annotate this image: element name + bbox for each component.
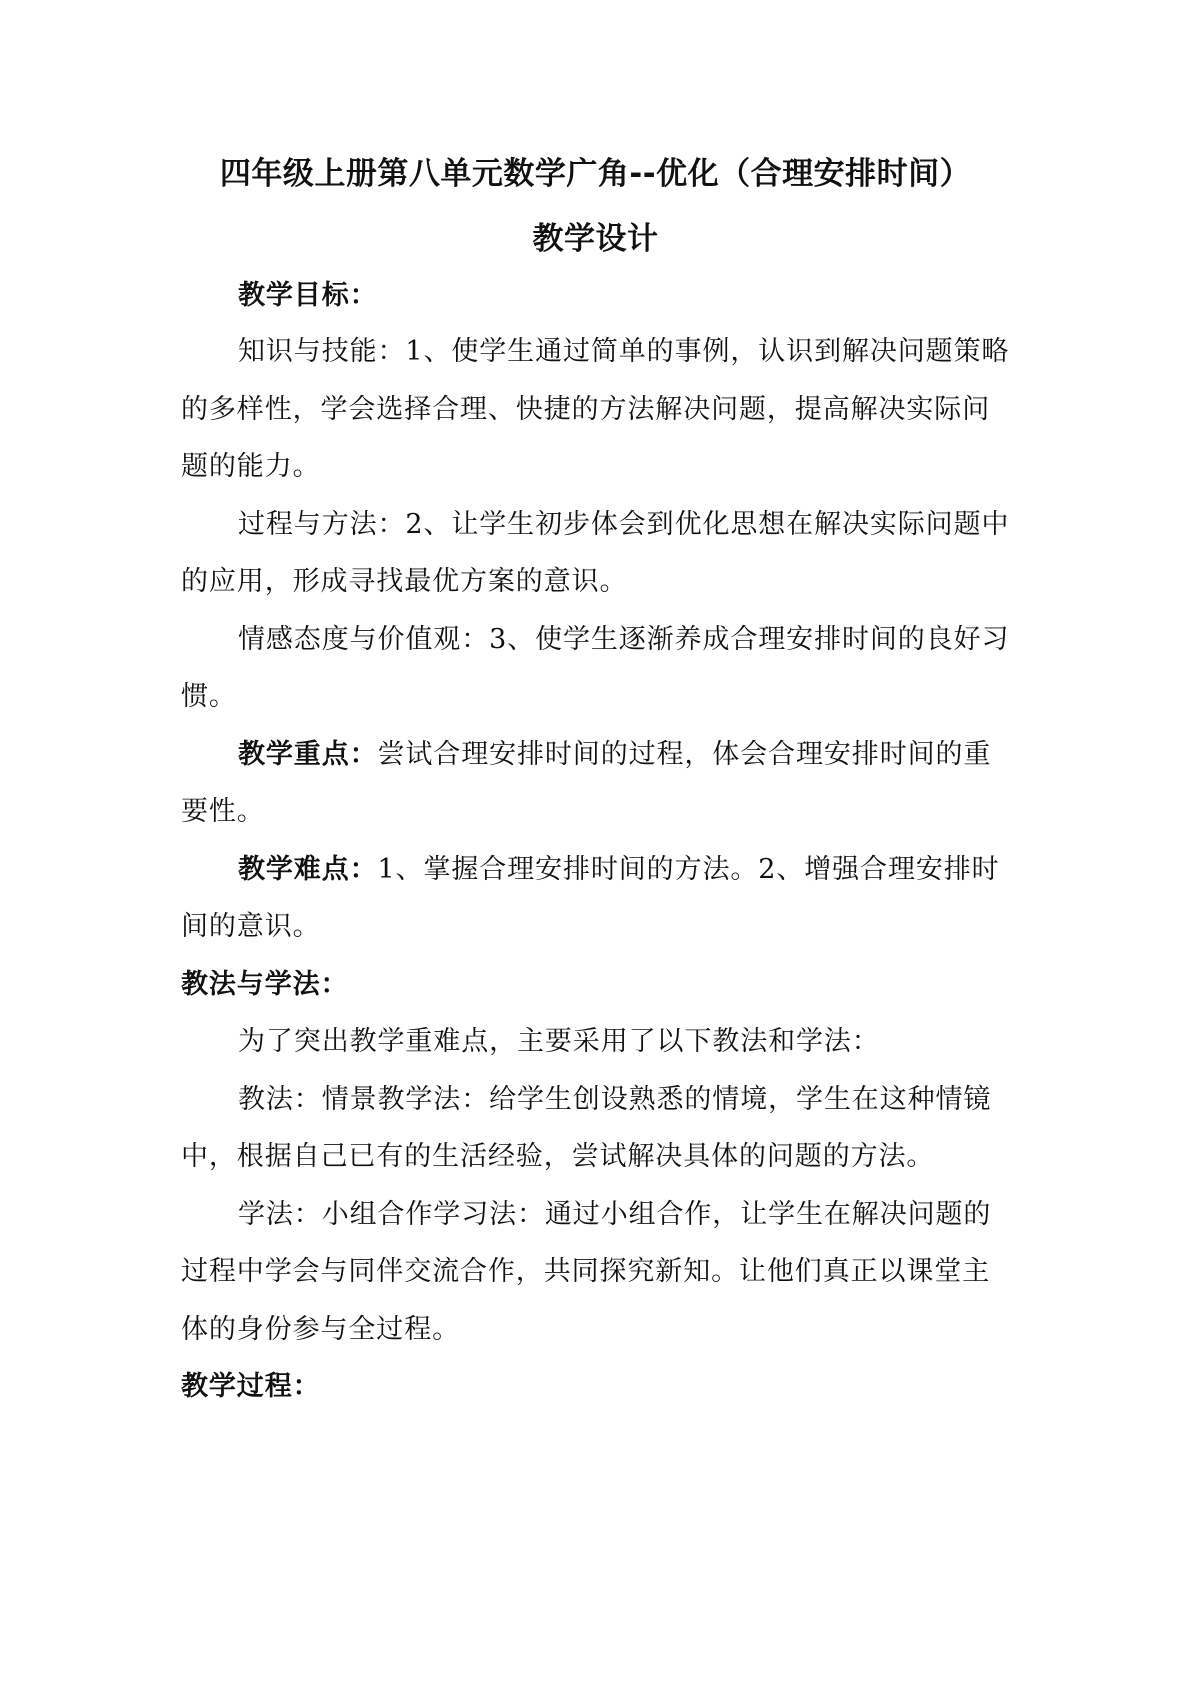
emotion-line-1: 情感态度与价值观：3、使学生逐渐养成合理安排时间的良好习 — [238, 624, 1010, 655]
difficulty-line-1 — [238, 851, 1000, 889]
learning-method-line-1: 学法：小组合作学习法：通过小组合作，让学生在解决问题的 — [238, 1199, 992, 1230]
knowledge-line-3: 题的能力。 — [181, 451, 321, 482]
emotion-line-2: 惯。 — [181, 681, 237, 712]
learning-method-line-3: 体的身份参与全过程。 — [181, 1314, 460, 1345]
knowledge-line-1: 知识与技能：1、使学生通过简单的事例，认识到解决问题策略 — [238, 336, 1010, 367]
key-point-text: 尝试合理安排时间的过程，体会合理安排时间的重 — [377, 739, 992, 770]
teaching-method-line-2: 中，根据自己已有的生活经验，尝试解决具体的问题的方法。 — [181, 1141, 935, 1172]
difficulty-text: 1、掌握合理安排时间的方法。2、增强合理安排时 — [377, 854, 1000, 885]
document-title-line-1: 四年级上册第八单元数学广角--优化（合理安排时间） — [219, 156, 972, 192]
document-title-line-2: 教学设计 — [532, 221, 659, 257]
process-line-1: 过程与方法：2、让学生初步体会到优化思想在解决实际问题中 — [238, 509, 1010, 540]
objectives-heading: 教学目标： — [238, 280, 378, 311]
key-point-line-2: 要性。 — [181, 796, 265, 827]
teaching-method-line-1: 教法：情景教学法：给学生创设熟悉的情境，学生在这种情镜 — [238, 1084, 992, 1115]
difficulty-label: 教学难点： — [238, 854, 378, 885]
difficulty-line-2: 间的意识。 — [181, 911, 321, 942]
methods-intro: 为了突出教学重难点，主要采用了以下教法和学法： — [238, 1026, 880, 1057]
key-point-line-1 — [238, 736, 991, 774]
process-line-2: 的应用，形成寻找最优方案的意识。 — [181, 566, 628, 597]
key-point-label: 教学重点： — [238, 739, 378, 770]
knowledge-line-2: 的多样性，学会选择合理、快捷的方法解决问题，提高解决实际问 — [181, 394, 991, 425]
process-heading: 教学过程： — [181, 1371, 321, 1402]
methods-heading: 教法与学法： — [181, 969, 349, 1000]
learning-method-line-2: 过程中学会与同伴交流合作，共同探究新知。让他们真正以课堂主 — [181, 1256, 991, 1287]
